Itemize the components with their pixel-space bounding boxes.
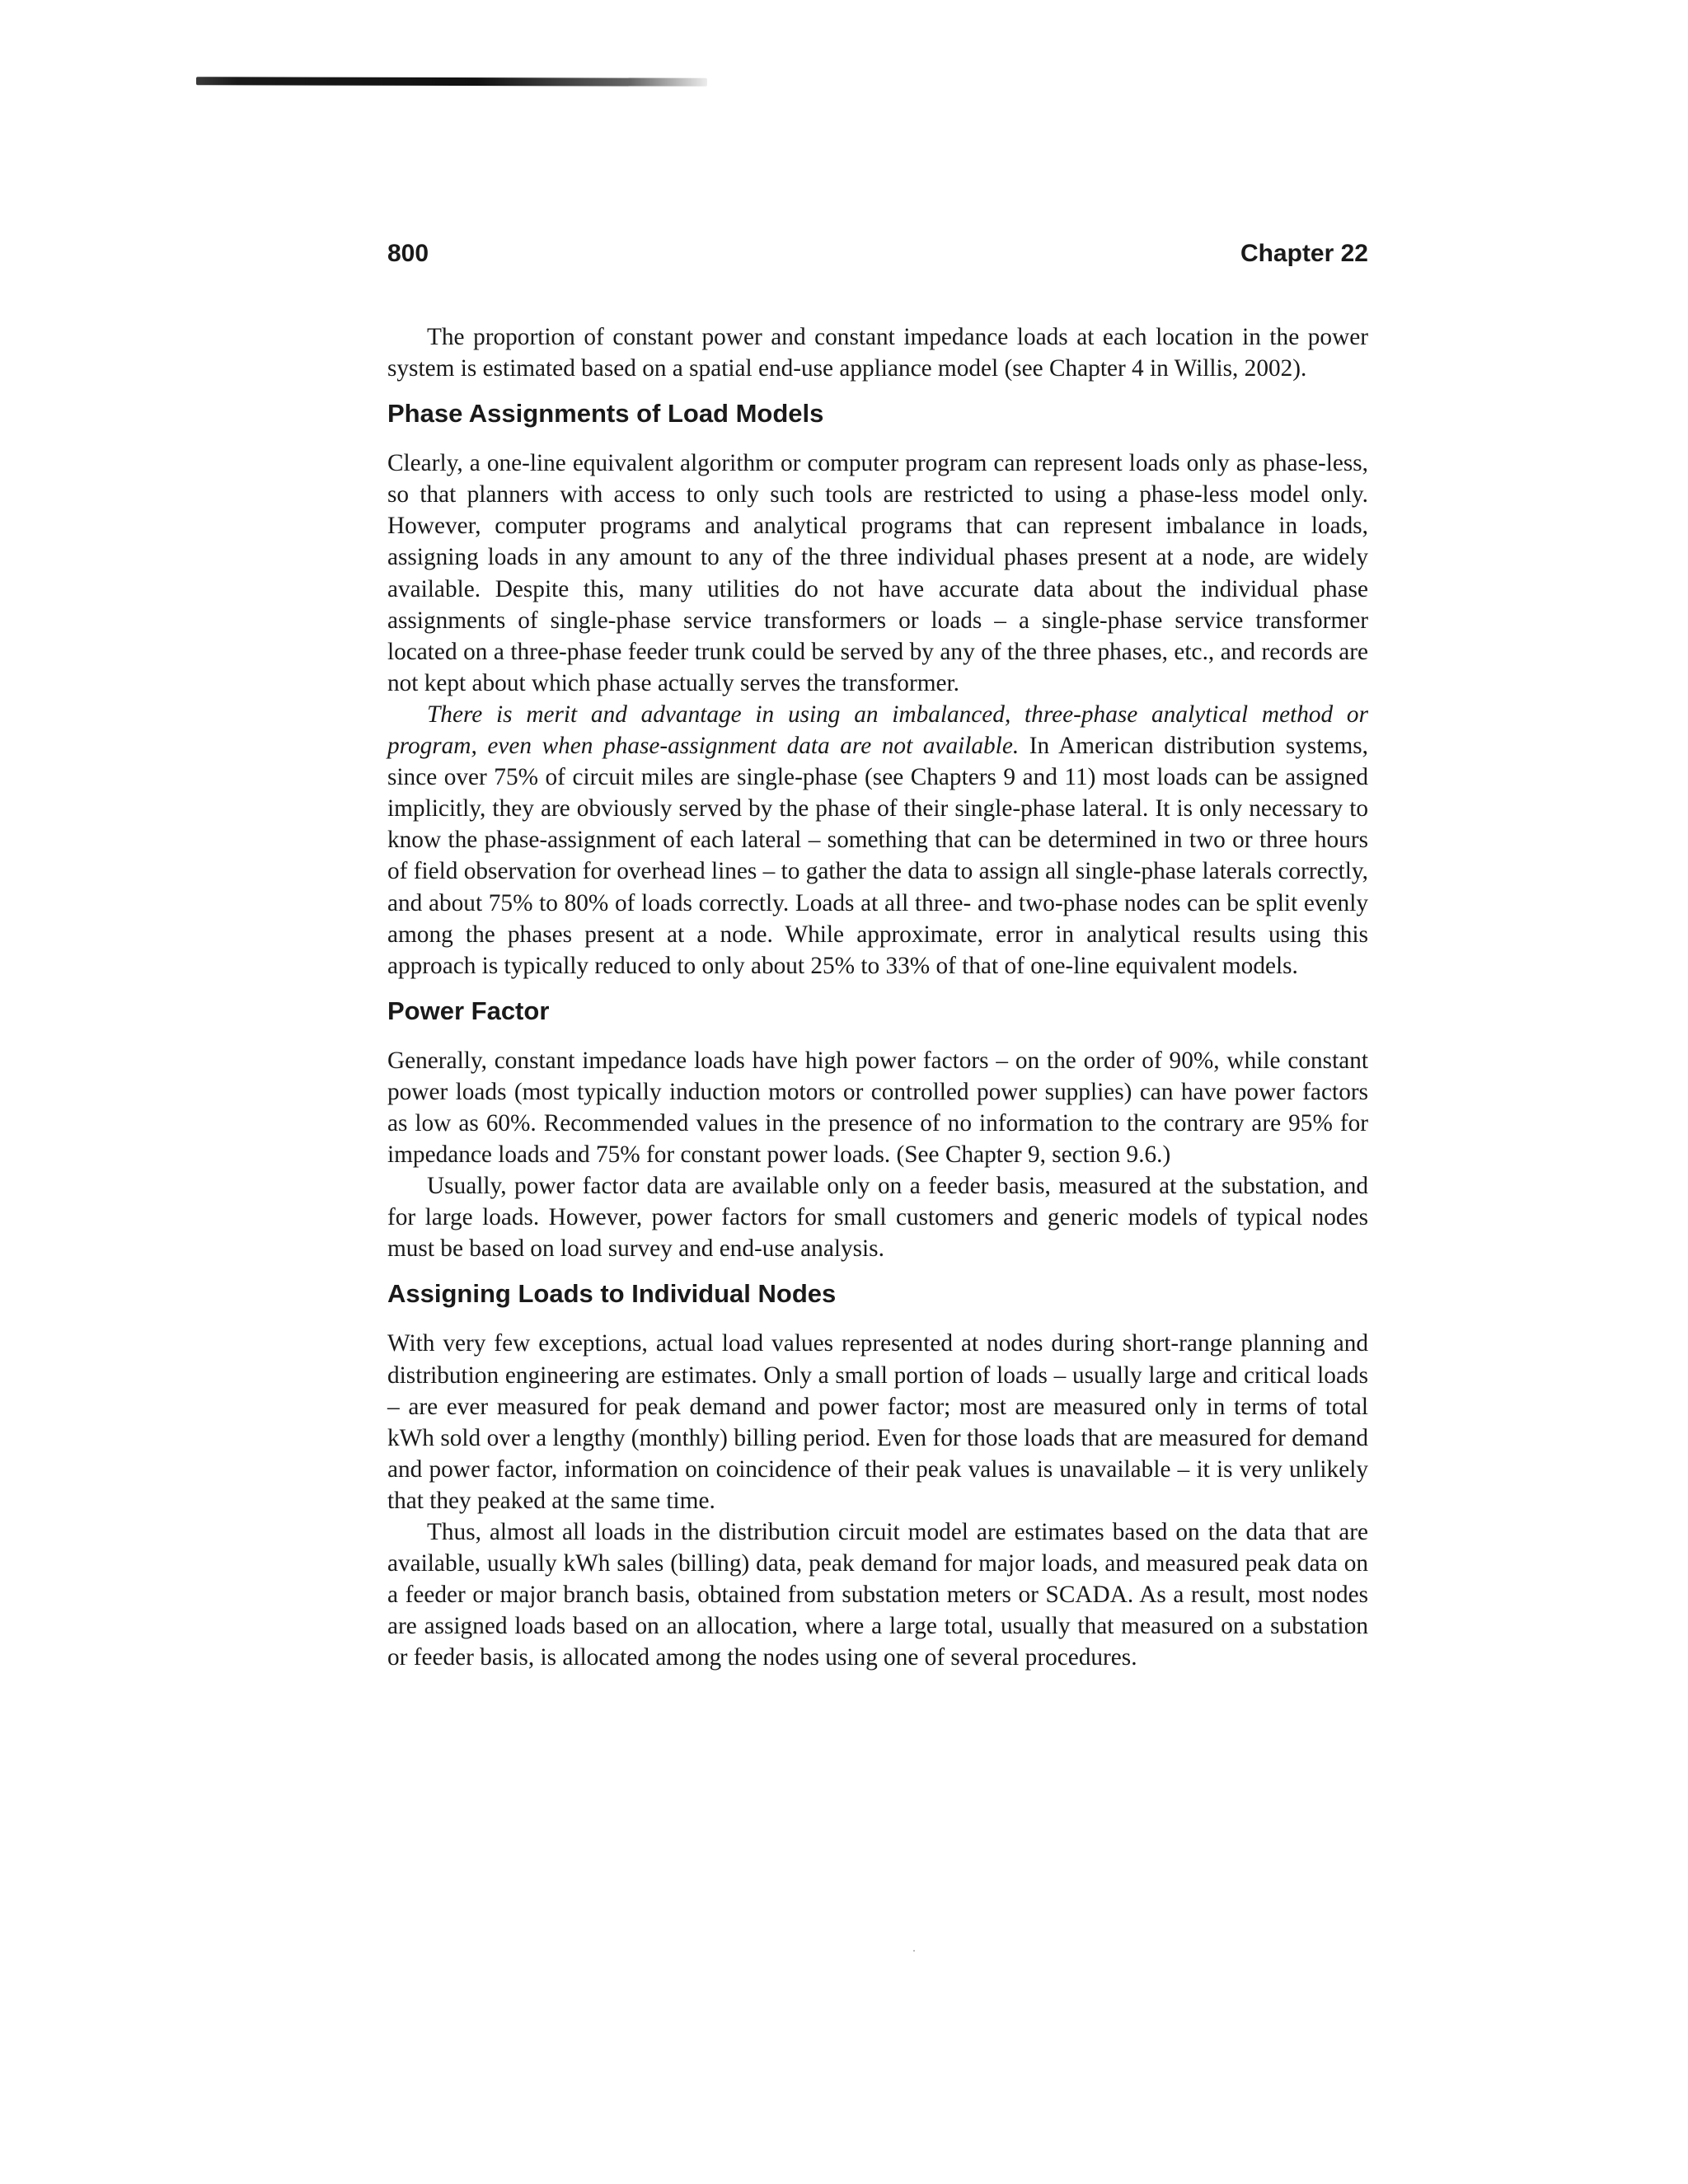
page-number: 800	[387, 240, 429, 267]
power-factor-paragraph-1: Generally, constant impedance loads have high power factors – on the order of 90%, while constant power loads (most typically induction motors or controlled power supplies) can have power factors as low as 60%. Recommended values in the presence of no information to the contrary are 95% for impedance loads and 75% for constant power loads. (See Chapter 9, section 9.6.)	[387, 1047, 1368, 1169]
page-body	[387, 321, 1368, 1673]
chapter-label: Chapter 22	[1240, 240, 1368, 267]
scan-speck	[913, 1950, 915, 1952]
phase-paragraph-2-text: In American distribution systems, since over 75% of circuit miles are single-phase (see Chapters 9 and 11) most loads can be assigned implicitly, they are obviously served by the phase of their single-phase lateral. It is only necessary to know the phase-assignment of each lateral – something that can be determined in two or three hours of field observation for overhead lines – to gather the data to assign all single-phase laterals correctly, and about 75% to 80% of loads correctly. Loads at all three- and two-phase nodes can be split evenly among the phases present at a node. While approximate, error in analytical results using this approach is typically reduced to only about 25% to 33% of that of one-line equivalent models.	[387, 733, 1368, 979]
power-factor-paragraph-2: Usually, power factor data are available only on a feeder basis, measured at the substation, and for large loads. However, power factors for small customers and generic models of typical nodes must be based on load survey and end-use analysis.	[387, 1173, 1368, 1263]
intro-paragraph: The proportion of constant power and constant impedance loads at each location in the power system is estimated based on a spatial end-use appliance model (see Chapter 4 in Willis, 2002).	[387, 324, 1368, 382]
scan-edge-mark	[196, 77, 707, 87]
phase-paragraph-1: Clearly, a one-line equivalent algorithm or computer program can represent loads only as phase-less, so that planners with access to only such tools are restricted to using a phase-less model only. However, computer programs and analytical programs that can represent imbalance in loads, assigning loads in any amount to any of the three individual phases present at a node, are widely available. Despite this, many utilities do not have accurate data about the individual phase assignments of single-phase service transformers or loads – a single-phase service transformer located on a three-phase feeder trunk could be served by any of the three phases, etc., and records are not kept about which phase actually serves the transformer.	[387, 450, 1368, 696]
assigning-paragraph-2: Thus, almost all loads in the distribution circuit model are estimates based on the data that are available, usually kWh sales (billing) data, peak demand for major loads, and measured peak data on a feeder or major branch basis, obtained from substation meters or SCADA. As a result, most nodes are assigned loads based on an allocation, where a large total, usually that measured on a substation or feeder basis, is allocated among the nodes using one of several procedures.	[387, 1519, 1368, 1671]
heading-phase-assignments: Phase Assignments of Load Models	[387, 399, 824, 429]
running-head	[387, 240, 1368, 273]
heading-assigning-loads: Assigning Loads to Individual Nodes	[387, 1279, 837, 1309]
assigning-paragraph-1: With very few exceptions, actual load values represented at nodes during short-range planning and distribution engineering are estimates. Only a small portion of loads – usually large and critical loads – are ever measured for peak demand and power factor; most are measured only in terms of total kWh sold over a lengthy (monthly) billing period. Even for those loads that are measured for demand and power factor, information on coincidence of their peak values is unavailable – it is very unlikely that they peaked at the same time.	[387, 1330, 1368, 1514]
heading-power-factor: Power Factor	[387, 996, 550, 1025]
phase-paragraph-2-emphasis: There is merit and advantage in using an imbalanced, three-phase analytical method or program, even when phase-assignment data are not available.	[387, 701, 1368, 760]
phase-paragraph-2	[387, 699, 1368, 982]
